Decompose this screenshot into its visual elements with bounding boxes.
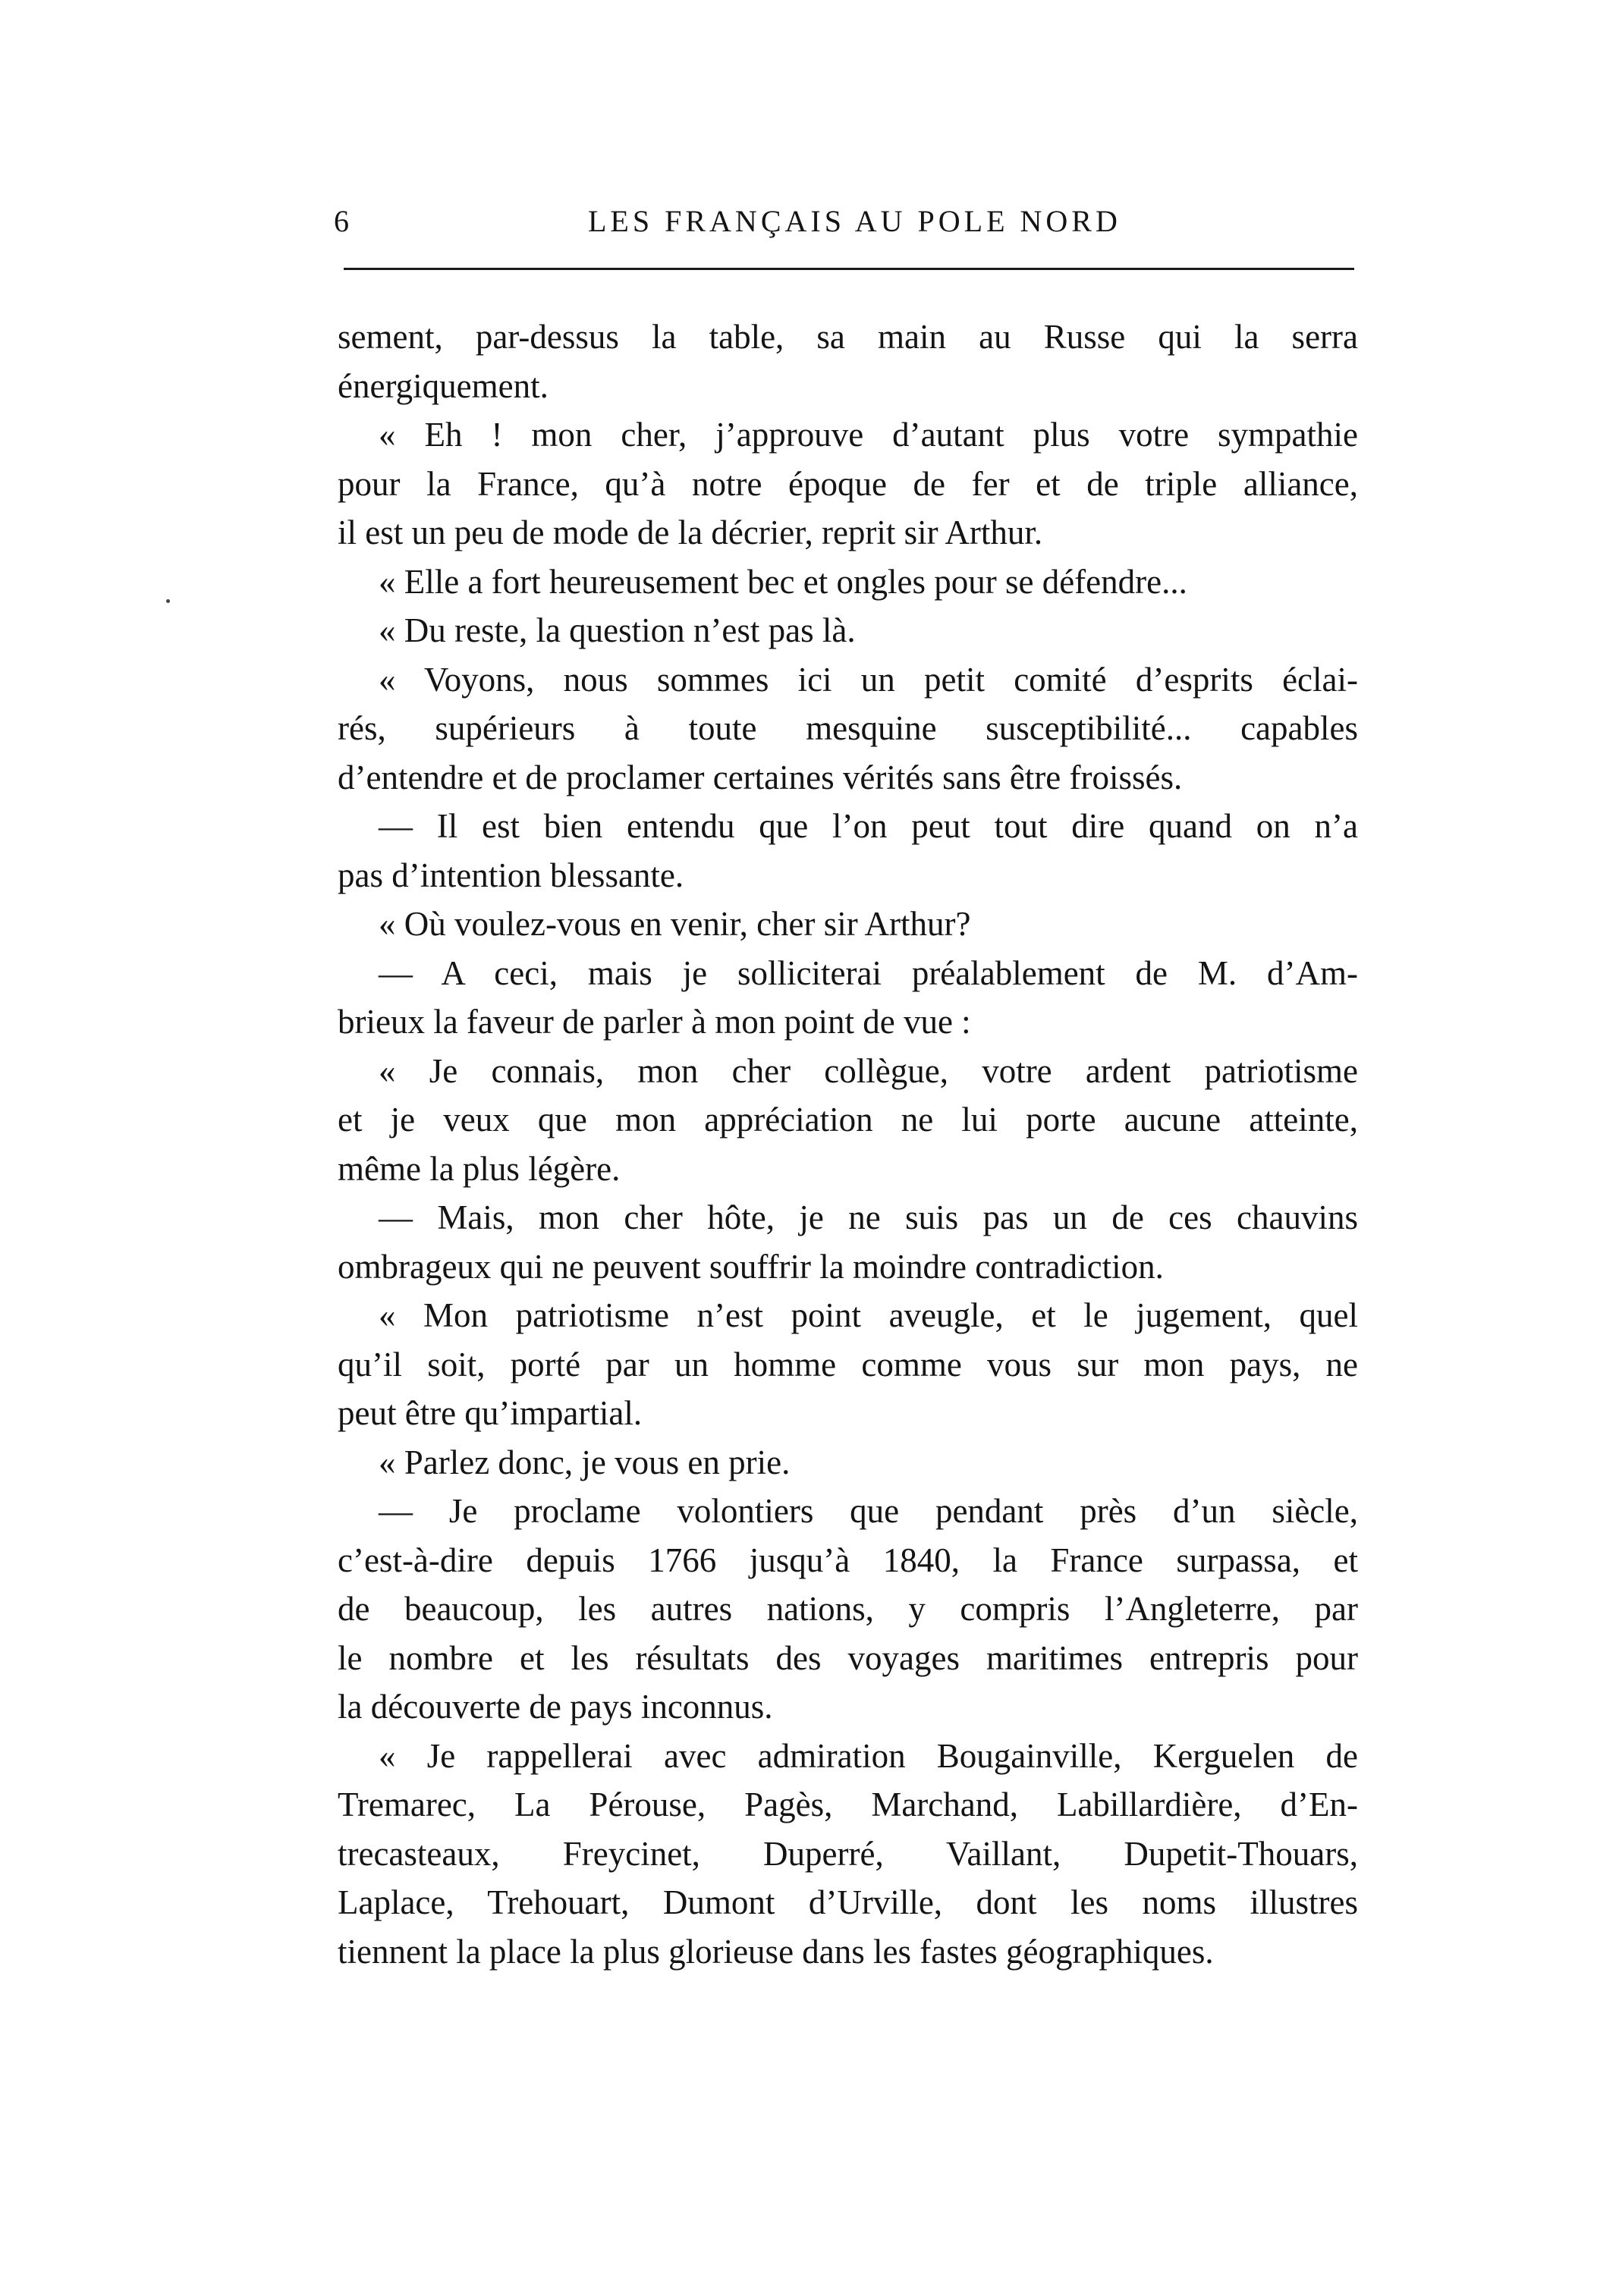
text-line: qu’il soit, porté par un homme comme vous sur mon pays, ne: [338, 1345, 1358, 1384]
scan-speck: [166, 599, 170, 603]
text-line: « Du reste, la question n’est pas là.: [379, 611, 856, 649]
text-line: sement, par-dessus la table, sa main au Russe qui la serra: [338, 318, 1358, 356]
paragraph: [338, 1732, 1358, 1977]
text-line: « Je rappellerai avec admiration Bougainville, Kerguelen de: [379, 1736, 1358, 1775]
paragraph: [338, 655, 1358, 803]
text-line: rés, supérieurs à toute mesquine susceptibilité... capables: [338, 709, 1358, 747]
paragraph: [338, 1193, 1358, 1291]
text-line: « Je connais, mon cher collègue, votre ardent patriotisme: [379, 1051, 1358, 1090]
text-line: de beaucoup, les autres nations, y compris l’Angleterre, par: [338, 1590, 1358, 1628]
text-line: « Où voulez-vous en venir, cher sir Arthur?: [379, 905, 971, 943]
text-line: et je veux que mon appréciation ne lui porte aucune atteinte,: [338, 1101, 1358, 1139]
paragraph: [338, 1487, 1358, 1732]
running-head: [334, 199, 1354, 244]
text-line: « Mon patriotisme n’est point aveugle, et le jugement, quel: [379, 1296, 1358, 1334]
text-line: il est un peu de mode de la décrier, reprit sir Arthur.: [338, 514, 1043, 551]
paragraph: [338, 802, 1358, 900]
paragraph: [338, 1291, 1358, 1438]
paragraph: [338, 410, 1358, 558]
text-line: — Je proclame volontiers que pendant près d’un siècle,: [379, 1492, 1358, 1530]
paragraph: [338, 1047, 1358, 1194]
text-line: — Mais, mon cher hôte, je ne suis pas un de ces chauvins: [379, 1198, 1358, 1236]
text-line: tiennent la place la plus glorieuse dans les fastes géographiques.: [338, 1932, 1214, 1971]
text-line: Tremarec, La Pérouse, Pagès, Marchand, Labillardière, d’En-: [338, 1786, 1358, 1823]
text-line: — A ceci, mais je solliciterai préalablement de M. d’Am-: [379, 953, 1358, 992]
text-line: la découverte de pays inconnus.: [338, 1688, 773, 1726]
paragraph: [338, 900, 1358, 949]
paragraph: [338, 949, 1358, 1047]
text-line: brieux la faveur de parler à mon point de vue :: [338, 1003, 971, 1041]
paragraph: [338, 313, 1358, 410]
text-line: trecasteaux, Freycinet, Duperré, Vaillant, Dupetit-Thouars,: [338, 1834, 1358, 1873]
text-line: « Elle a fort heureusement bec et ongles pour se défendre...: [379, 562, 1187, 601]
body-text: [338, 313, 1358, 1976]
text-line: énergiquement.: [338, 366, 549, 405]
running-title: LES FRANÇAIS AU POLE NORD: [588, 204, 1121, 238]
text-line: même la plus légère.: [338, 1149, 621, 1188]
text-line: ombrageux qui ne peuvent souffrir la moindre contradiction.: [338, 1247, 1164, 1286]
header-rule: [344, 268, 1354, 270]
paragraph: [338, 606, 1358, 655]
text-line: « Eh ! mon cher, j’approuve d’autant plus votre sympathie: [379, 416, 1358, 454]
page-number: 6: [334, 204, 350, 238]
text-line: c’est-à-dire depuis 1766 jusqu’à 1840, la France surpassa, et: [338, 1541, 1358, 1579]
text-line: « Voyons, nous sommes ici un petit comité d’esprits éclai-: [379, 660, 1358, 699]
text-line: pas d’intention blessante.: [338, 856, 684, 894]
text-line: peut être qu’impartial.: [338, 1394, 643, 1432]
text-line: « Parlez donc, je vous en prie.: [379, 1443, 791, 1481]
text-line: Laplace, Trehouart, Dumont d’Urville, dont les noms illustres: [338, 1883, 1358, 1921]
text-line: d’entendre et de proclamer certaines vérités sans être froissés.: [338, 758, 1183, 796]
paragraph: [338, 558, 1358, 607]
text-line: — Il est bien entendu que l’on peut tout dire quand on n’a: [379, 807, 1358, 845]
paragraph: [338, 1438, 1358, 1487]
text-line: le nombre et les résultats des voyages maritimes entrepris pour: [338, 1638, 1358, 1677]
text-line: pour la France, qu’à notre époque de fer et de triple alliance,: [338, 464, 1358, 503]
